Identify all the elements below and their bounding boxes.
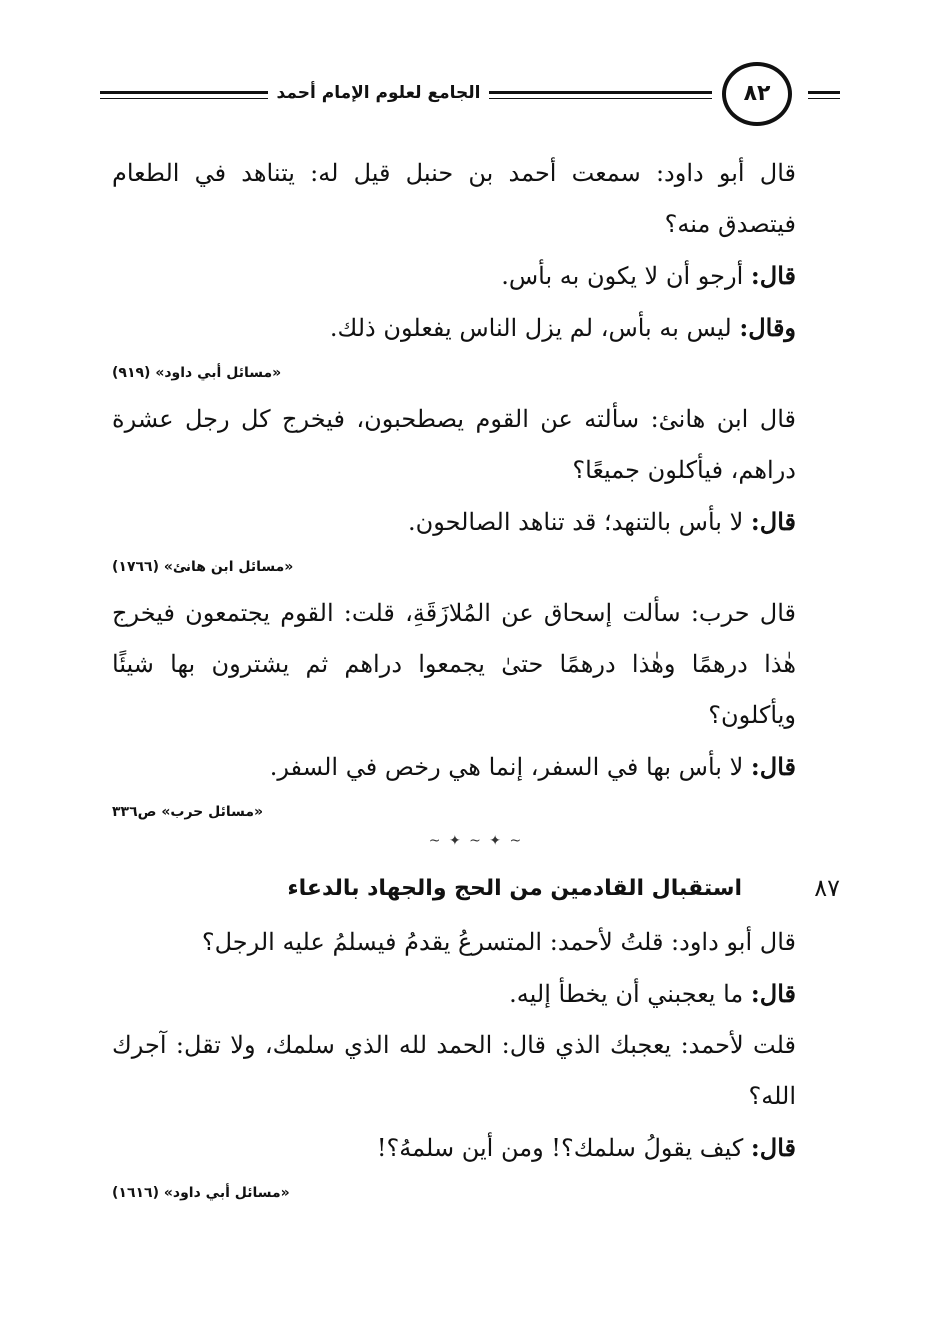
speaker-label: قال:: [750, 261, 796, 290]
speaker-label: قال:: [750, 752, 796, 781]
header-rule-right: [808, 91, 840, 94]
book-title: الجامع لعلوم الإمام أحمد: [268, 80, 489, 106]
source-citation: «مسائل أبي داود» (٩١٩): [112, 365, 282, 381]
paragraph-question-3: قلت لأحمد: يعجبك الذي قال: الحمد لله الذي سلمك، ولا تقل: آجرك الله؟: [112, 1031, 796, 1110]
paragraph-harb-question: قال حرب: سألت إسحاق عن المُلازَقَةِ، قلت: القوم يجتمعون فيخرج هٰذا درهمًا وهٰذا درهمًا حتىٰ يجمعوا دراهم ثم يشترون بها شيئًا ويأكلون؟: [112, 599, 796, 729]
answer-text: ما يعجبني أن يخطأ إليه.: [509, 980, 751, 1008]
paragraph-answer-6: [112, 1122, 840, 1174]
paragraph-abu-dawud-question: قال أبو داود: سمعت أحمد بن حنبل قيل له: يتناهد في الطعام فيتصدق منه؟: [112, 159, 797, 238]
answer-text: لا بأس بها في السفر، إنما هي رخص في السفر.: [269, 753, 751, 781]
speaker-label: قال:: [750, 979, 796, 1008]
section-heading: [112, 863, 840, 913]
answer-text: لا بأس بالتنهد؛ قد تناهد الصالحون.: [407, 508, 751, 536]
section-divider-ornament: ~ ✦ ~ ✦ ~: [428, 833, 524, 849]
speaker-label: قال:: [750, 1133, 796, 1162]
answer-text: كيف يقولُ سلمك؟! ومن أين سلمهُ؟!: [376, 1134, 751, 1162]
speaker-label: وقال:: [739, 313, 796, 342]
paragraph-answer-2: [112, 302, 840, 354]
source-citation: «مسائل حرب» ص٣٣٦: [112, 804, 264, 820]
paragraph-answer-5: [112, 968, 840, 1020]
paragraph-ibn-hani-question: قال ابن هانئ: سألته عن القوم يصطحبون، فيخرج كل رجل عشرة دراهم، فيأكلون جميعًا؟: [112, 405, 796, 484]
section-number: ٨٧: [814, 874, 840, 902]
paragraph-answer-3: [112, 496, 840, 548]
source-citation: «مسائل ابن هانئ» (١٧٦٦): [112, 559, 294, 575]
section-title: استقبال القادمين من الحج والجهاد بالدعاء: [287, 875, 742, 901]
page-body: [112, 148, 840, 1214]
answer-text: ليس به بأس، لم يزل الناس يفعلون ذلك.: [329, 314, 740, 342]
page-number: ٨٢: [722, 62, 792, 126]
header-rule-right-thin: [808, 98, 840, 99]
paragraph-abu-dawud-question-2: قال أبو داود: قلتُ لأحمد: المتسرعُ يقدمُ فيسلمُ عليه الرجل؟: [201, 928, 796, 956]
speaker-label: قال:: [750, 507, 796, 536]
paragraph-answer-1: [112, 250, 840, 302]
paragraph-answer-4: [112, 741, 840, 793]
answer-text: أرجو أن لا يكون به بأس.: [501, 262, 751, 290]
running-header: [100, 62, 840, 132]
source-citation: «مسائل أبي داود» (١٦١٦): [112, 1185, 290, 1201]
